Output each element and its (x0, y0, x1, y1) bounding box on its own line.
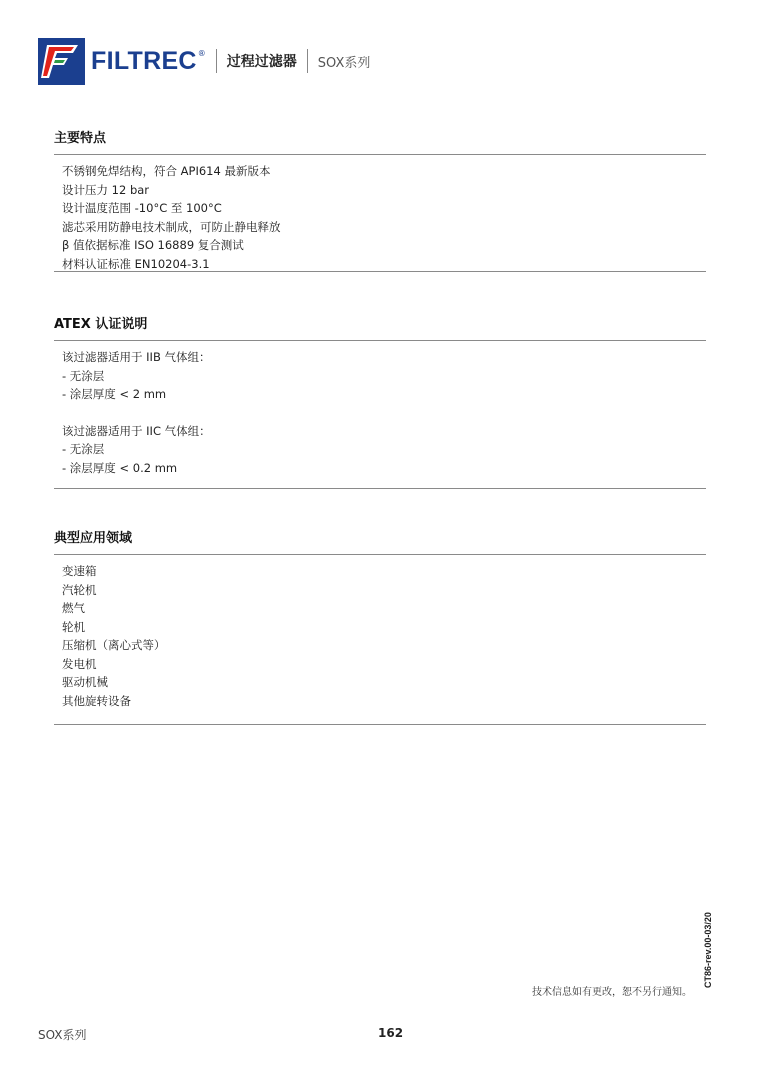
atex-top-rule (54, 340, 706, 341)
atex-line: - 涂层厚度 < 0.2 mm (62, 460, 178, 475)
atex-title: ATEX 认证说明 (54, 317, 148, 332)
filtrec-logo-icon (38, 38, 85, 85)
feature-item: β 值依据标准 ISO 16889 复合测试 (62, 238, 244, 252)
applications-top-rule (54, 554, 706, 555)
application-item: 燃气 (62, 601, 85, 615)
page-header (38, 37, 370, 85)
application-item: 变速箱 (62, 564, 97, 578)
applications-list (62, 562, 166, 710)
application-item: 轮机 (62, 619, 85, 634)
feature-item: 设计温度范围 -10°C 至 100°C (62, 201, 222, 215)
header-divider-2 (307, 49, 308, 73)
features-list (62, 162, 281, 273)
application-item: 压缩机（离心式等） (62, 638, 166, 652)
feature-item: 材料认证标准 EN10204-3.1 (62, 256, 210, 271)
feature-item: 滤芯采用防静电技术制成，可防止静电释放 (62, 219, 281, 234)
document-code: CT86-rev.00-03/20 (703, 912, 713, 988)
header-title: 过程过滤器 (226, 54, 297, 70)
applications-bottom-rule (54, 724, 706, 725)
application-item: 其他旋转设备 (62, 693, 131, 708)
application-item: 发电机 (62, 656, 97, 671)
atex-line: - 无涂层 (62, 442, 105, 456)
disclaimer-note: 技术信息如有更改，恕不另行通知。 (532, 987, 692, 998)
atex-line: 该过滤器适用于 IIC 气体组： (62, 423, 211, 438)
features-title: 主要特点 (54, 131, 107, 146)
brand-name: FILTREC (91, 46, 197, 75)
features-bottom-rule (54, 271, 706, 272)
application-item: 汽轮机 (62, 582, 97, 597)
feature-item: 设计压力 12 bar (62, 182, 150, 197)
header-divider (216, 49, 217, 73)
registered-mark: ® (197, 48, 206, 58)
atex-line: - 涂层厚度 < 2 mm (62, 387, 167, 401)
features-top-rule (54, 154, 706, 155)
feature-item: 不锈钢免焊结构，符合 API614 最新版本 (62, 164, 271, 178)
atex-bottom-rule (54, 488, 706, 489)
footer-series: SOX系列 (38, 1028, 87, 1042)
application-item: 驱动机械 (62, 675, 108, 689)
applications-title: 典型应用领域 (54, 531, 133, 546)
header-series: SOX系列 (317, 55, 371, 71)
atex-list (62, 348, 211, 477)
atex-line: 该过滤器适用于 IIB 气体组： (62, 350, 211, 364)
atex-line: - 无涂层 (62, 368, 105, 383)
page-number: 162 (378, 1026, 404, 1040)
